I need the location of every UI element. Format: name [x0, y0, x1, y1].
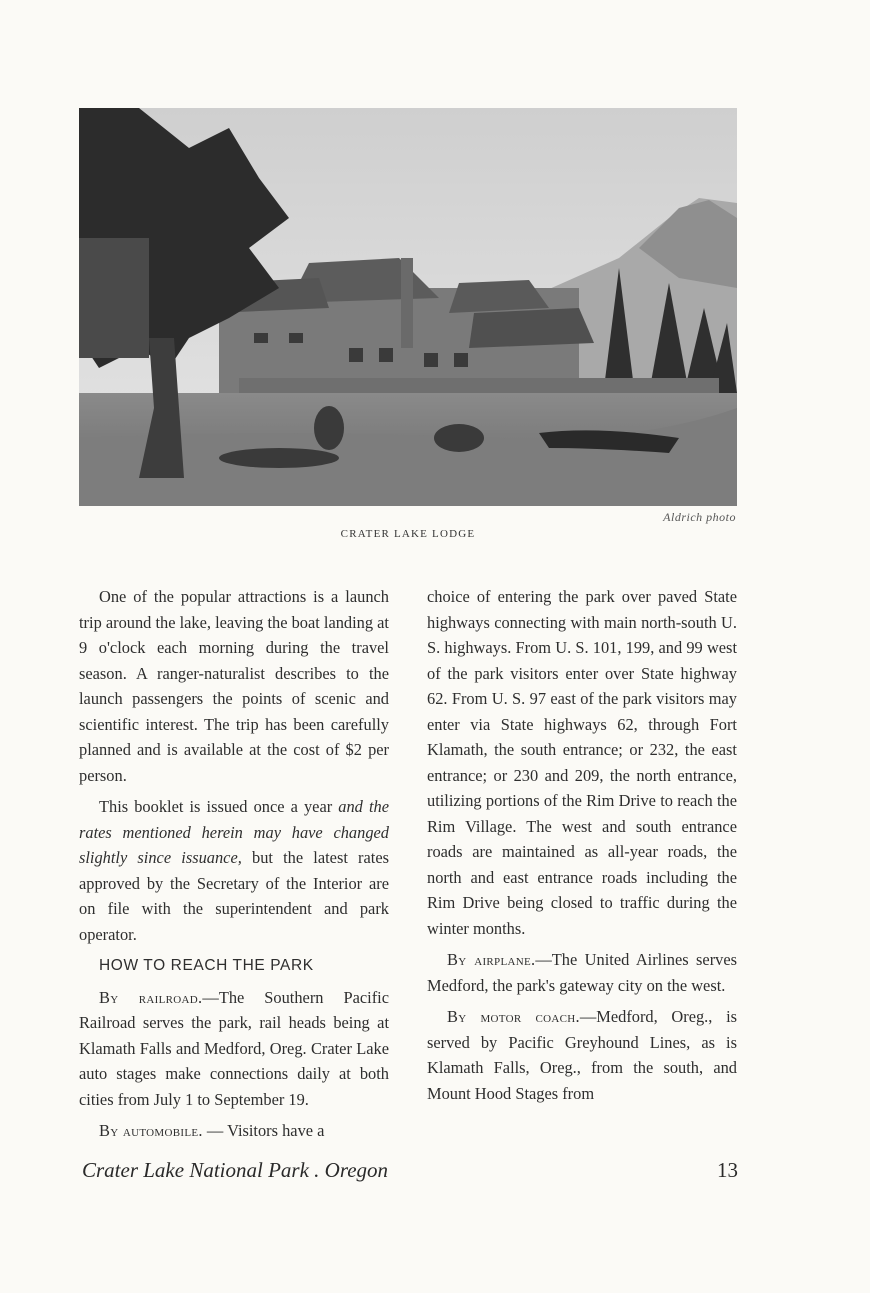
- photo-credit: Aldrich photo: [663, 510, 736, 524]
- booklet-text-italic: and the rates mentioned herein may have changed slightly since issuance,: [79, 797, 389, 867]
- booklet-text-start: This booklet is issued once a year: [99, 797, 339, 816]
- airplane-paragraph: [427, 947, 737, 998]
- railroad-text: —The Southern Pacific Railroad serves the park, rail heads being at Klamath Falls and Medford, Oreg. Crater Lake auto stages make connections daily at both cities from July 1 to September 19.: [79, 987, 389, 1109]
- footer-title: Crater Lake National Park . Oregon: [82, 1158, 389, 1182]
- motor-coach-paragraph: [427, 1004, 737, 1106]
- automobile-label: By automobile.: [99, 1121, 203, 1140]
- booklet-text-end: but the latest rates approved by the Secretary of the Interior are on file with the superintendent and park operator.: [79, 848, 389, 944]
- motor-coach-label: By motor coach.: [447, 1007, 580, 1026]
- lodge-photo: [79, 108, 737, 506]
- railroad-paragraph: [79, 985, 389, 1113]
- booklet-paragraph: [79, 794, 389, 947]
- airplane-label: By airplane.: [447, 950, 536, 969]
- right-column: [427, 584, 737, 1112]
- highways-paragraph: choice of entering the park over paved State highways connecting with main north-south U. S. highways. From U. S. 101, 199, and 99 west of the park visitors enter over State highway 62. From U. S. 97 east of the park visitors may enter via State highways 62, through Fort Klamath, the south entrance; or 232, the east entrance; or 230 and 209, the north entrance, utilizing portions of the Rim Drive to reach the Rim Village. The west and south entrance roads are maintained as all-year roads, the north and east entrance roads including the Rim Drive being closed to traffic during the winter months.: [427, 587, 737, 938]
- automobile-paragraph: [79, 1118, 389, 1144]
- automobile-text: — Visitors have a: [202, 1121, 325, 1140]
- photo-caption: CRATER LAKE LODGE: [340, 528, 476, 540]
- launch-trip-paragraph: One of the popular attractions is a launch trip around the lake, leaving the boat landing at 9 o'clock each morning during the travel season. A ranger-naturalist describes to the launch passengers the points of scenic and scientific interest. The trip has been carefully planned and is available at the cost of $2 per person.: [79, 587, 389, 785]
- motor-coach-text: —Medford, Oreg., is served by Pacific Greyhound Lines, as is Klamath Falls, Oreg., from the south, and Mount Hood Stages from: [427, 1007, 737, 1103]
- page-number: 13: [717, 1158, 738, 1182]
- airplane-text: —The United Airlines serves Medford, the park's gateway city on the west.: [427, 950, 738, 995]
- left-column: [79, 584, 389, 1150]
- lodge-photo-image: [79, 108, 737, 506]
- railroad-label: By railroad.: [99, 987, 203, 1007]
- section-heading: HOW TO REACH THE PARK: [99, 957, 314, 974]
